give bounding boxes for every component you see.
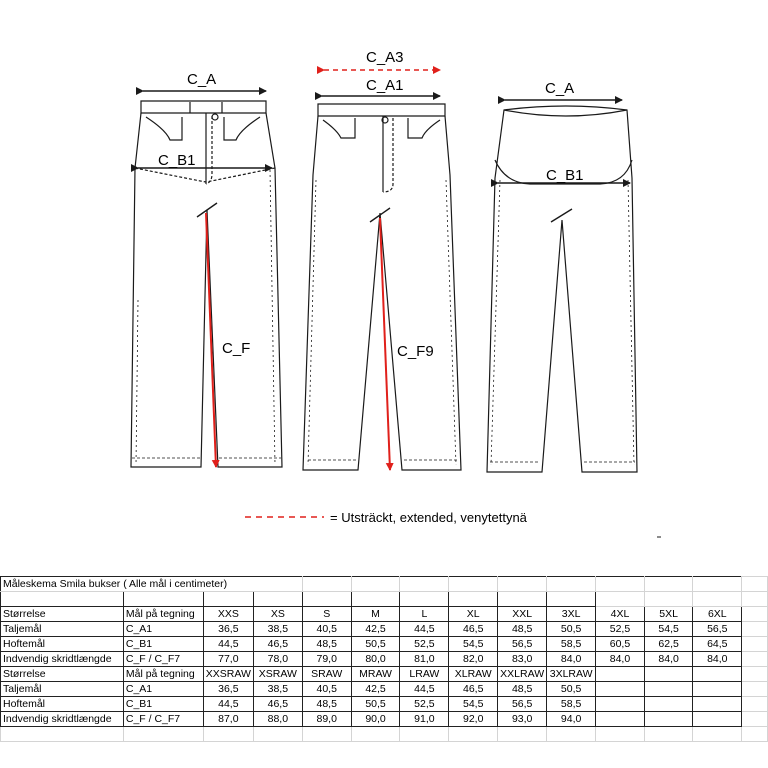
value-cell: 91,0 bbox=[400, 712, 449, 727]
value-cell: 40,5 bbox=[302, 622, 351, 637]
value-cell: 93,0 bbox=[498, 712, 547, 727]
drawing-ref-cell: C_B1 bbox=[123, 637, 203, 652]
value-cell: 58,5 bbox=[547, 697, 596, 712]
value-cell: 84,0 bbox=[547, 652, 596, 667]
value-cell: 48,5 bbox=[302, 697, 351, 712]
row-label-cell: Hoftemål bbox=[1, 697, 124, 712]
section-raw bbox=[1, 667, 768, 727]
empty-cell bbox=[596, 697, 645, 712]
blank-row bbox=[1, 727, 768, 742]
empty-cell bbox=[742, 667, 768, 682]
empty-cell bbox=[742, 652, 768, 667]
measurement-spreadsheet bbox=[0, 576, 768, 742]
value-cell: 54,5 bbox=[644, 622, 693, 637]
value-cell: 5XL bbox=[644, 607, 693, 622]
row-label-cell: Taljemål bbox=[1, 682, 124, 697]
header-row bbox=[1, 607, 768, 622]
value-cell: 36,5 bbox=[203, 682, 253, 697]
empty-cell bbox=[742, 682, 768, 697]
value-cell: 80,0 bbox=[351, 652, 400, 667]
drawing-ref-cell: Mål på tegning bbox=[123, 667, 203, 682]
back-pants-illustration bbox=[487, 106, 637, 472]
value-cell: 44,5 bbox=[203, 637, 253, 652]
value-cell: 64,5 bbox=[693, 637, 742, 652]
value-cell: 48,5 bbox=[302, 637, 351, 652]
front-inseam-arrow bbox=[206, 213, 216, 467]
size-table bbox=[0, 576, 768, 742]
empty-cell bbox=[693, 712, 742, 727]
value-cell: 50,5 bbox=[351, 697, 400, 712]
value-cell: S bbox=[302, 607, 351, 622]
empty-cell bbox=[644, 697, 693, 712]
value-cell: 56,5 bbox=[693, 622, 742, 637]
value-cell: 54,5 bbox=[449, 697, 498, 712]
front-pants-illustration bbox=[131, 101, 282, 467]
value-cell: 52,5 bbox=[400, 697, 449, 712]
value-cell: 46,5 bbox=[253, 637, 302, 652]
value-cell: XXL bbox=[498, 607, 547, 622]
value-cell: XS bbox=[253, 607, 302, 622]
empty-cell bbox=[742, 622, 768, 637]
row-label-cell: Indvendig skridtlængde bbox=[1, 652, 124, 667]
blank-row bbox=[1, 592, 768, 607]
empty-cell bbox=[742, 637, 768, 652]
row-label-cell: Taljemål bbox=[1, 622, 124, 637]
value-cell: 3XLRAW bbox=[547, 667, 596, 682]
value-cell: 38,5 bbox=[253, 622, 302, 637]
row-label-cell: Hoftemål bbox=[1, 637, 124, 652]
value-cell: 84,0 bbox=[644, 652, 693, 667]
table-row bbox=[1, 697, 768, 712]
value-cell: LRAW bbox=[400, 667, 449, 682]
value-cell: 79,0 bbox=[302, 652, 351, 667]
value-cell: 44,5 bbox=[400, 682, 449, 697]
value-cell: 56,5 bbox=[498, 637, 547, 652]
empty-cell bbox=[693, 697, 742, 712]
drawing-ref-cell: C_F / C_F7 bbox=[123, 712, 203, 727]
table-row bbox=[1, 712, 768, 727]
title-row bbox=[1, 577, 768, 592]
value-cell: 4XL bbox=[596, 607, 645, 622]
empty-cell bbox=[742, 712, 768, 727]
front-waist-label: C_A bbox=[187, 71, 217, 88]
value-cell: XLRAW bbox=[449, 667, 498, 682]
value-cell: 89,0 bbox=[302, 712, 351, 727]
section-regular bbox=[1, 607, 768, 667]
value-cell: 60,5 bbox=[596, 637, 645, 652]
value-cell: 83,0 bbox=[498, 652, 547, 667]
value-cell: L bbox=[400, 607, 449, 622]
value-cell: 94,0 bbox=[547, 712, 596, 727]
value-cell: XL bbox=[449, 607, 498, 622]
table-row bbox=[1, 652, 768, 667]
value-cell: 44,5 bbox=[400, 622, 449, 637]
front-inseam-label: C_F bbox=[222, 340, 251, 357]
value-cell: 82,0 bbox=[449, 652, 498, 667]
empty-cell bbox=[644, 682, 693, 697]
value-cell: 48,5 bbox=[498, 622, 547, 637]
value-cell: 84,0 bbox=[693, 652, 742, 667]
row-label-cell: Indvendig skridtlængde bbox=[1, 712, 124, 727]
drawing-ref-cell: C_F / C_F7 bbox=[123, 652, 203, 667]
empty-cell bbox=[742, 607, 768, 622]
value-cell: 48,5 bbox=[498, 682, 547, 697]
value-cell: 46,5 bbox=[253, 697, 302, 712]
table-title: Måleskema Smila bukser ( Alle mål i centimeter) bbox=[1, 577, 303, 592]
value-cell: 40,5 bbox=[302, 682, 351, 697]
value-cell: 38,5 bbox=[253, 682, 302, 697]
value-cell: 88,0 bbox=[253, 712, 302, 727]
middle-waist-label: C_A1 bbox=[366, 77, 404, 94]
value-cell: XXS bbox=[203, 607, 253, 622]
value-cell: 3XL bbox=[547, 607, 596, 622]
value-cell: 56,5 bbox=[498, 697, 547, 712]
value-cell: 58,5 bbox=[547, 637, 596, 652]
table-row bbox=[1, 637, 768, 652]
value-cell: 42,5 bbox=[351, 682, 400, 697]
drawing-ref-cell: C_A1 bbox=[123, 622, 203, 637]
value-cell: 90,0 bbox=[351, 712, 400, 727]
value-cell: 42,5 bbox=[351, 622, 400, 637]
value-cell: M bbox=[351, 607, 400, 622]
value-cell: XXLRAW bbox=[498, 667, 547, 682]
value-cell: 52,5 bbox=[596, 622, 645, 637]
value-cell: 6XL bbox=[693, 607, 742, 622]
value-cell: 92,0 bbox=[449, 712, 498, 727]
middle-inseam-label: C_F9 bbox=[397, 343, 434, 360]
empty-cell bbox=[742, 697, 768, 712]
middle-inseam-arrow bbox=[380, 218, 390, 470]
value-cell: 77,0 bbox=[203, 652, 253, 667]
middle-extended-waist-label: C_A3 bbox=[366, 49, 404, 66]
empty-cell bbox=[693, 667, 742, 682]
back-hip-label: C_B1 bbox=[546, 167, 584, 184]
value-cell: 78,0 bbox=[253, 652, 302, 667]
empty-cell bbox=[596, 682, 645, 697]
drawing-ref-cell: C_B1 bbox=[123, 697, 203, 712]
empty-cell bbox=[644, 712, 693, 727]
value-cell: 52,5 bbox=[400, 637, 449, 652]
table-row bbox=[1, 622, 768, 637]
value-cell: 54,5 bbox=[449, 637, 498, 652]
drawing-ref-cell: Mål på tegning bbox=[123, 607, 203, 622]
row-label-cell: Størrelse bbox=[1, 667, 124, 682]
value-cell: SRAW bbox=[302, 667, 351, 682]
value-cell: 50,5 bbox=[351, 637, 400, 652]
value-cell: 87,0 bbox=[203, 712, 253, 727]
value-cell: XXSRAW bbox=[203, 667, 253, 682]
empty-cell bbox=[644, 667, 693, 682]
value-cell: MRAW bbox=[351, 667, 400, 682]
value-cell: 50,5 bbox=[547, 622, 596, 637]
value-cell: 46,5 bbox=[449, 622, 498, 637]
header-row bbox=[1, 667, 768, 682]
empty-cell bbox=[693, 682, 742, 697]
back-waist-label: C_A bbox=[545, 80, 575, 97]
value-cell: 46,5 bbox=[449, 682, 498, 697]
row-label-cell: Størrelse bbox=[1, 607, 124, 622]
value-cell: 50,5 bbox=[547, 682, 596, 697]
table-row bbox=[1, 682, 768, 697]
legend-text: = Utsträckt, extended, venytettynä bbox=[330, 510, 527, 525]
empty-cell bbox=[596, 667, 645, 682]
value-cell: XSRAW bbox=[253, 667, 302, 682]
drawing-ref-cell: C_A1 bbox=[123, 682, 203, 697]
empty-cell bbox=[596, 712, 645, 727]
value-cell: 62,5 bbox=[644, 637, 693, 652]
value-cell: 84,0 bbox=[596, 652, 645, 667]
value-cell: 44,5 bbox=[203, 697, 253, 712]
value-cell: 81,0 bbox=[400, 652, 449, 667]
value-cell: 36,5 bbox=[203, 622, 253, 637]
front-hip-label: C_B1 bbox=[158, 152, 196, 169]
